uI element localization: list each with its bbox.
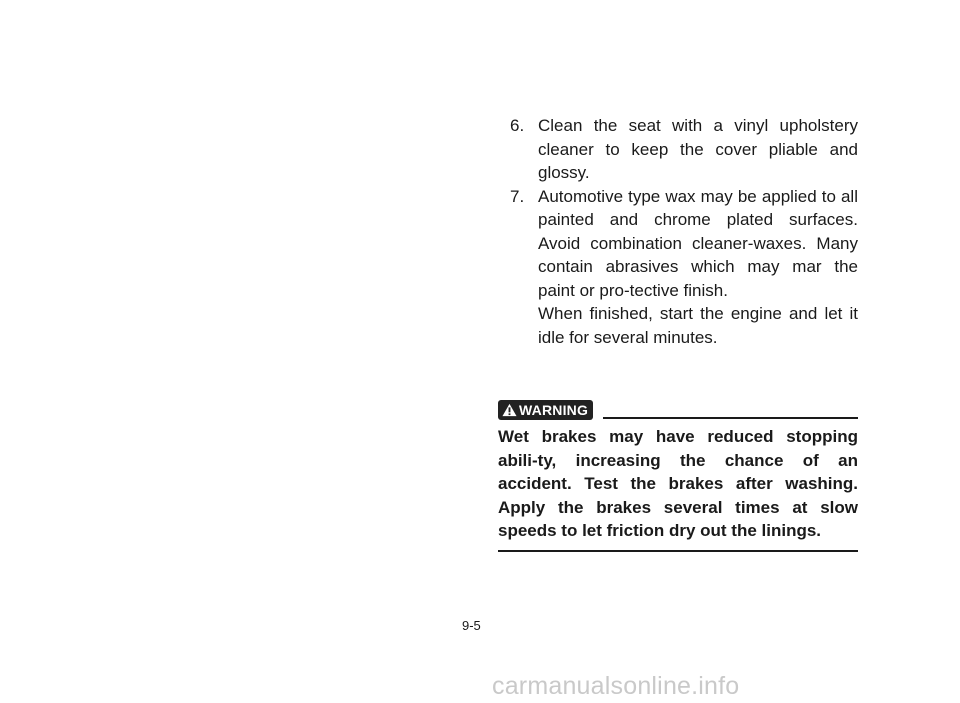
watermark: carmanualsonline.info [492,672,740,700]
step-text: Clean the seat with a vinyl upholstery cleaner to keep the cover pliable and glossy. [538,116,858,182]
maintenance-steps [498,114,858,349]
warning-triangle-icon [502,403,517,417]
step-item [498,185,858,350]
warning-text: Wet brakes may have reduced stopping abili-ty, increasing the chance of an accident. Test the brakes after washing. Apply the brakes several times at slow speeds to let friction dry out the linings. [498,427,858,540]
step-number: 6. [510,116,525,135]
step-note: When finished, start the engine and let it idle for several minutes. [538,304,858,347]
warning-header-divider [603,417,858,419]
warning-box [498,398,858,552]
warning-label [498,400,593,420]
warning-bottom-divider [498,550,858,552]
warning-header [498,398,858,420]
step-text: Automotive type wax may be applied to all painted and chrome plated surfaces. Avoid combination cleaner-waxes. Many contain abrasives which may mar the paint or pro-tective finish. [538,186,858,300]
step-item [498,114,858,185]
warning-label-text: WARNING [519,402,589,418]
step-number: 7. [510,186,525,206]
page-number: 9-5 [462,618,481,633]
